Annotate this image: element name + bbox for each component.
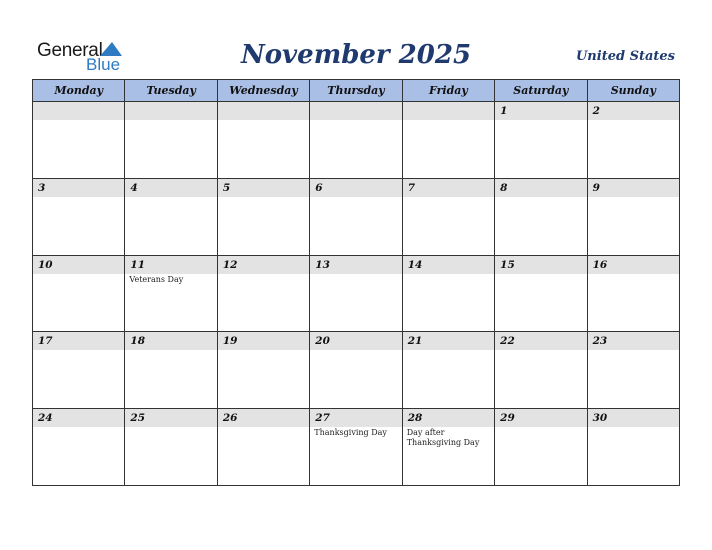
day-cell[interactable]: [310, 256, 402, 333]
day-number: 4: [130, 181, 138, 194]
day-number: 22: [500, 335, 515, 348]
day-number: 16: [592, 258, 608, 271]
day-number: 5: [222, 181, 231, 194]
holiday-label: Thanksgiving Day: [314, 428, 387, 438]
day-number: 29: [500, 412, 515, 425]
day-cell[interactable]: [403, 102, 495, 179]
day-cell[interactable]: [310, 179, 402, 256]
day-number-band: [33, 102, 124, 120]
day-cell[interactable]: [218, 409, 310, 486]
day-cell[interactable]: [588, 332, 680, 409]
day-cell[interactable]: [310, 102, 402, 179]
day-number: 1: [500, 105, 508, 117]
day-number-band: [588, 179, 679, 197]
day-number: 8: [500, 181, 508, 194]
day-cell[interactable]: [495, 102, 587, 179]
day-number: 30: [592, 412, 608, 425]
day-cell[interactable]: [125, 179, 217, 256]
day-number: 15: [500, 258, 515, 271]
day-number-band: [588, 102, 679, 120]
day-cell[interactable]: [495, 179, 587, 256]
day-number: 27: [315, 412, 330, 425]
day-cell[interactable]: [403, 256, 495, 333]
day-cell[interactable]: [33, 102, 125, 179]
day-number-band: [403, 179, 494, 197]
day-cell[interactable]: [33, 332, 125, 409]
weekday-header: Saturday: [495, 80, 587, 102]
holiday-label: Day after Thanksgiving Day: [406, 428, 480, 447]
day-cell[interactable]: [218, 102, 310, 179]
day-number: 7: [407, 181, 416, 194]
day-number: 19: [222, 335, 238, 348]
day-number-band: [218, 179, 309, 197]
day-number: 24: [38, 412, 53, 425]
day-cell[interactable]: [33, 256, 125, 333]
day-number: 26: [222, 412, 238, 425]
brand-word-blue: Blue: [86, 55, 121, 74]
day-number: 13: [315, 258, 330, 271]
day-number-band: [125, 102, 216, 120]
day-number: 28: [407, 412, 423, 425]
day-cell[interactable]: [33, 409, 125, 486]
day-number: 10: [38, 258, 53, 271]
day-number: 2: [592, 105, 600, 117]
day-cell[interactable]: [310, 332, 402, 409]
weekday-header: Tuesday: [125, 80, 217, 102]
day-number: 23: [592, 335, 608, 348]
day-cell[interactable]: [403, 409, 495, 486]
day-number: 21: [407, 335, 423, 348]
day-number-band: [310, 179, 401, 197]
day-cell[interactable]: [588, 256, 680, 333]
day-cell[interactable]: [495, 409, 587, 486]
day-cell[interactable]: [495, 332, 587, 409]
day-number-band: [495, 179, 586, 197]
day-cell[interactable]: [403, 179, 495, 256]
country-label: United States: [575, 49, 675, 64]
day-cell[interactable]: [403, 332, 495, 409]
day-number-band: [33, 179, 124, 197]
day-number-band: [218, 102, 309, 120]
day-number-band: [310, 102, 401, 120]
day-cell[interactable]: [125, 409, 217, 486]
weekday-header: Wednesday: [218, 80, 310, 102]
day-number: 25: [130, 412, 146, 425]
holiday-label: Veterans Day: [129, 274, 184, 284]
day-cell[interactable]: [218, 332, 310, 409]
day-number-band: [495, 102, 586, 120]
day-number: 11: [130, 258, 146, 271]
day-cell[interactable]: [33, 179, 125, 256]
day-cell[interactable]: [125, 256, 217, 333]
day-number: 14: [407, 258, 423, 271]
day-number: 6: [315, 181, 323, 194]
day-number: 18: [130, 335, 146, 348]
day-cell[interactable]: [125, 332, 217, 409]
weekday-header: Monday: [33, 80, 125, 102]
day-number-band: [403, 102, 494, 120]
day-cell[interactable]: [310, 409, 402, 486]
day-number: 20: [315, 335, 330, 348]
day-cell[interactable]: [218, 256, 310, 333]
day-number: 9: [592, 181, 600, 194]
brand-word-general: General: [37, 40, 103, 61]
day-cell[interactable]: [218, 179, 310, 256]
day-number-band: [125, 179, 216, 197]
weekday-header: Thursday: [310, 80, 402, 102]
day-cell[interactable]: [125, 102, 217, 179]
calendar-grid: [32, 79, 680, 486]
day-cell[interactable]: [588, 409, 680, 486]
day-number: 12: [222, 258, 238, 271]
page-title: November 2025: [240, 40, 472, 70]
day-number: 3: [38, 181, 46, 194]
day-cell[interactable]: [588, 102, 680, 179]
day-cell[interactable]: [588, 179, 680, 256]
day-cell[interactable]: [495, 256, 587, 333]
day-number: 17: [38, 335, 53, 348]
weekday-header: Sunday: [588, 80, 680, 102]
weekday-header: Friday: [403, 80, 495, 102]
